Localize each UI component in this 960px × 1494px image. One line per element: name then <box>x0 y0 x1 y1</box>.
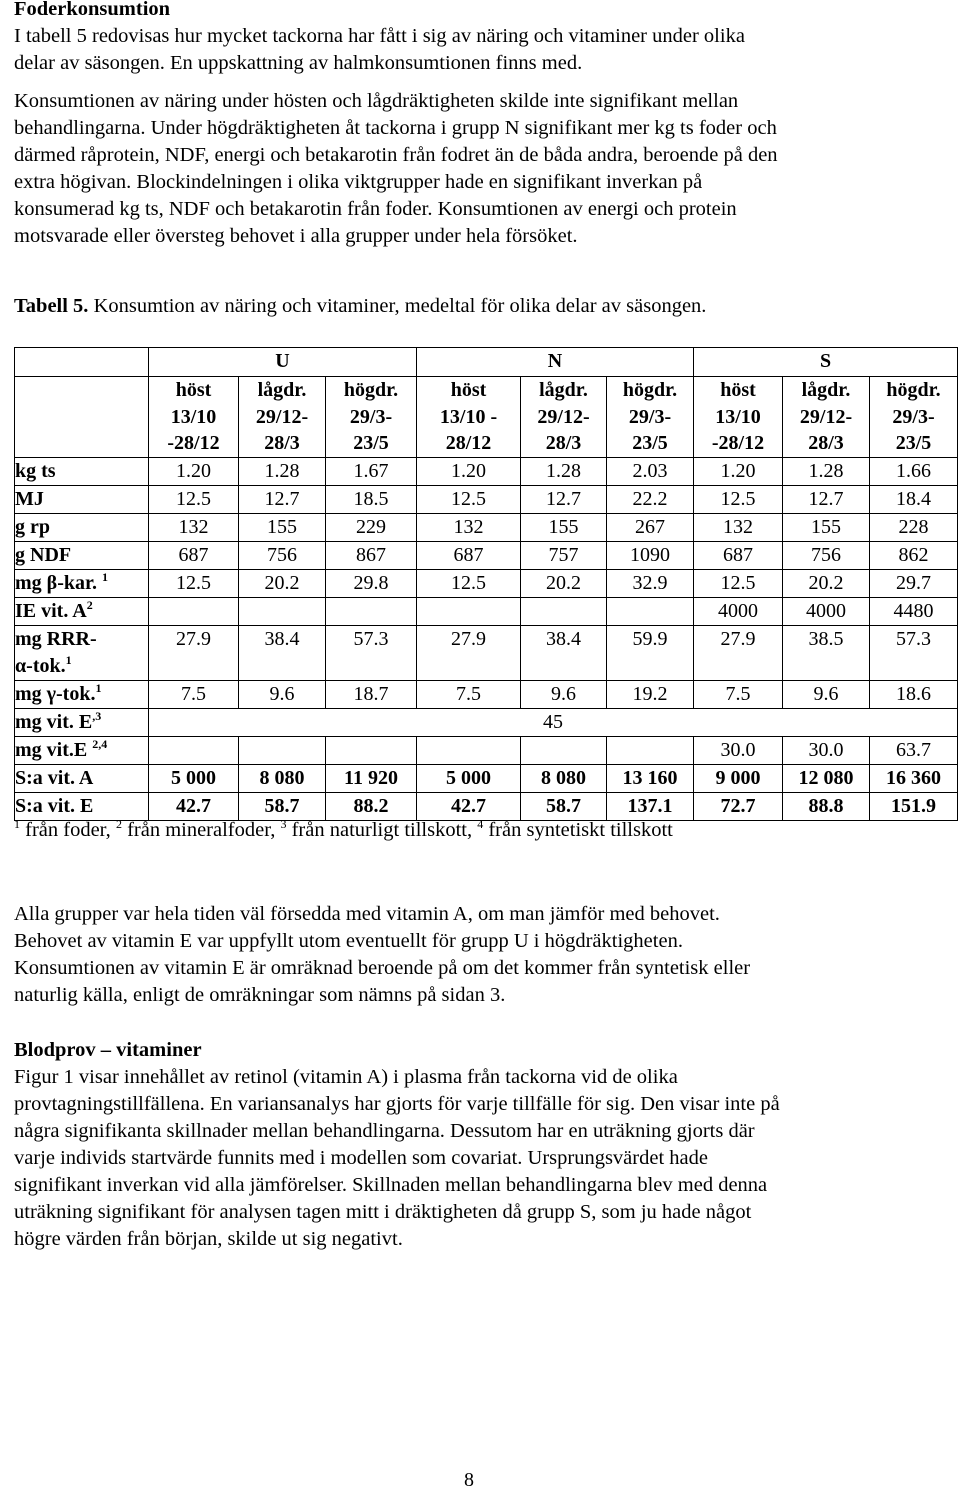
period-header-line: 29/3- <box>892 405 935 428</box>
paragraph-line: delar av säsongen. En uppskattning av halmkonsumtionen finns med. <box>14 52 583 74</box>
table-cell: 4000 <box>783 597 870 625</box>
period-header-cell <box>326 377 417 458</box>
row-label-text: g NDF <box>15 543 72 566</box>
period-header-line: 13/10 - <box>439 405 498 428</box>
table-row <box>15 708 958 736</box>
paragraph-line: Figur 1 visar innehållet av retinol (vitamin A) i plasma från tackorna vid de olika <box>14 1066 678 1088</box>
group-header-N: N <box>417 348 694 377</box>
table-row <box>15 569 958 597</box>
period-header-line: högdr. <box>622 379 678 401</box>
period-header-line: 29/3- <box>628 405 672 428</box>
footnote-text: från mineralfoder, <box>121 819 281 841</box>
table-cell: 1.28 <box>521 457 607 485</box>
row-label-text: MJ <box>15 487 44 510</box>
row-label <box>15 736 149 764</box>
table-cell: 63.7 <box>870 736 958 764</box>
row-label-text: IE vit. A <box>15 599 87 622</box>
table-cell: 18.6 <box>870 680 958 708</box>
table-cell: 7.5 <box>149 680 239 708</box>
table-cell <box>417 597 521 625</box>
row-label-superscript: 2 <box>86 597 93 612</box>
paragraph-line: högre värden från början, skilde ut sig negativt. <box>14 1228 403 1250</box>
table-cell: 58.7 <box>239 792 326 820</box>
paragraph-line: Konsumtionen av vitamin E är omräknad beroende på om det kommer från syntetisk eller <box>14 957 751 979</box>
paragraph-line: konsumerad kg ts, NDF och betakarotin från foder. Konsumtionen av energi och protein <box>14 198 737 220</box>
period-header-line: 28/3 <box>264 432 300 454</box>
section-blodprov <box>14 1037 944 1253</box>
table-cell <box>521 736 607 764</box>
row-label <box>15 541 149 569</box>
row-label-text: g rp <box>15 515 50 538</box>
row-label-text: kg ts <box>15 459 56 482</box>
paragraph-consumption <box>14 88 944 250</box>
table-cell: 57.3 <box>326 625 417 680</box>
table-cell: 38.5 <box>783 625 870 680</box>
table-cell: 27.9 <box>417 625 521 680</box>
table-cell: 756 <box>239 541 326 569</box>
table-cell: 687 <box>149 541 239 569</box>
period-header-line: 13/10 <box>715 405 761 428</box>
table-cell: 4480 <box>870 597 958 625</box>
table-cell: 7.5 <box>694 680 783 708</box>
table-cell: 155 <box>239 513 326 541</box>
table-body <box>15 348 958 821</box>
table-cell: 12 080 <box>783 764 870 792</box>
footnote-text: från syntetiskt tillskott <box>483 819 673 841</box>
table-cell: 12.7 <box>239 485 326 513</box>
paragraph-vitamins <box>14 901 944 1009</box>
table-cell: 29.7 <box>870 569 958 597</box>
table-cell: 22.2 <box>607 485 694 513</box>
table-cell <box>326 597 417 625</box>
table-group-header-row <box>15 348 958 377</box>
table-cell: 7.5 <box>417 680 521 708</box>
table-cell: 32.9 <box>607 569 694 597</box>
table-cell: 30.0 <box>783 736 870 764</box>
table-cell: 38.4 <box>521 625 607 680</box>
table-cell: 12.7 <box>521 485 607 513</box>
nutrition-table <box>14 347 958 821</box>
table-cell: 1.67 <box>326 457 417 485</box>
row-label-text: mg γ-tok. <box>15 682 96 705</box>
footnote-text: från naturligt tillskott, <box>286 819 478 841</box>
period-header-line: 29/12- <box>255 405 309 428</box>
table-cell: 12.5 <box>417 485 521 513</box>
subheader-corner-cell <box>15 377 149 458</box>
table-cell: 12.5 <box>149 485 239 513</box>
table-cell: 5 000 <box>417 764 521 792</box>
table-cell: 30.0 <box>694 736 783 764</box>
table-cell: 9 000 <box>694 764 783 792</box>
period-header-cell <box>239 377 326 458</box>
paragraph-line: därmed råprotein, NDF, energi och betakarotin från fodret än de båda andra, beroende på den <box>14 144 778 166</box>
row-label-superscript: 1 <box>65 652 72 667</box>
table-caption-text: Konsumtion av näring och vitaminer, medeltal för olika delar av säsongen. <box>88 295 707 317</box>
table-row <box>15 764 958 792</box>
table-cell: 228 <box>870 513 958 541</box>
table-cell: 9.6 <box>521 680 607 708</box>
period-header-cell <box>417 377 521 458</box>
period-header-line: lågdr. <box>257 379 307 401</box>
table-cell: 12.7 <box>783 485 870 513</box>
row-label-superscript: 2,4 <box>92 736 108 751</box>
table-cell: 1.20 <box>417 457 521 485</box>
table-cell: 59.9 <box>607 625 694 680</box>
table-cell <box>607 597 694 625</box>
row-label <box>15 513 149 541</box>
table-cell: 18.4 <box>870 485 958 513</box>
period-header-line: 28/3 <box>808 432 844 454</box>
table-cell: 20.2 <box>239 569 326 597</box>
table-cell: 2.03 <box>607 457 694 485</box>
period-header-line: 28/12 <box>445 432 492 454</box>
table-subheader-row <box>15 377 958 458</box>
merged-value-cell: 45 <box>149 708 958 736</box>
table-cell: 1.66 <box>870 457 958 485</box>
period-header-cell <box>870 377 958 458</box>
table-cell: 867 <box>326 541 417 569</box>
table-cell <box>239 736 326 764</box>
table-cell: 9.6 <box>239 680 326 708</box>
table-row <box>15 680 958 708</box>
paragraph-line: Behovet av vitamin E var uppfyllt utom eventuellt för grupp U i högdräktigheten. <box>14 930 683 952</box>
paragraph-line: naturlig källa, enligt de omräkningar som nämns på sidan 3. <box>14 984 506 1006</box>
period-header-line: 28/3 <box>545 432 582 454</box>
table-cell: 42.7 <box>149 792 239 820</box>
table-cell: 132 <box>694 513 783 541</box>
table-cell: 18.5 <box>326 485 417 513</box>
period-header-cell <box>607 377 694 458</box>
period-header-cell <box>694 377 783 458</box>
table-cell: 20.2 <box>521 569 607 597</box>
row-label <box>15 792 149 820</box>
table-cell: 8 080 <box>521 764 607 792</box>
paragraph-line: några signifikanta skillnader mellan behandlingarna. Dessutom har en uträkning gjorts där <box>14 1120 755 1142</box>
table-cell: 58.7 <box>521 792 607 820</box>
table-cell: 8 080 <box>239 764 326 792</box>
period-header-cell <box>783 377 870 458</box>
table-cell: 19.2 <box>607 680 694 708</box>
table-cell: 5 000 <box>149 764 239 792</box>
table-row <box>15 457 958 485</box>
row-label <box>15 680 149 708</box>
period-header-line: högdr. <box>343 379 399 401</box>
row-label-text: mg vit. E <box>15 710 93 733</box>
table-cell: 1.28 <box>783 457 870 485</box>
paragraph-line: behandlingarna. Under högdräktigheten åt tackorna i grupp N signifikant mer kg ts foder och <box>14 117 777 139</box>
table-cell: 12.5 <box>149 569 239 597</box>
period-header-line: -28/12 <box>711 432 765 454</box>
table-footnote <box>14 817 944 844</box>
table-cell: 155 <box>783 513 870 541</box>
table-cell: 12.5 <box>417 569 521 597</box>
table-cell: 137.1 <box>607 792 694 820</box>
table-row <box>15 541 958 569</box>
period-header-cell <box>521 377 607 458</box>
row-label <box>15 569 149 597</box>
table-cell: 151.9 <box>870 792 958 820</box>
group-header-S: S <box>694 348 958 377</box>
page-number: 8 <box>464 1469 474 1491</box>
table-cell: 88.8 <box>783 792 870 820</box>
table-cell: 11 920 <box>326 764 417 792</box>
footnote-marker: 2 <box>115 817 122 831</box>
period-header-line: lågdr. <box>801 379 851 401</box>
table-cell: 132 <box>417 513 521 541</box>
table-cell: 757 <box>521 541 607 569</box>
table-row <box>15 597 958 625</box>
paragraph-line: extra högivan. Blockindelningen i olika viktgrupper hade en signifikant inverkan på <box>14 171 703 193</box>
period-header-line: 13/10 <box>170 405 217 428</box>
period-header-line: 23/5 <box>895 432 932 454</box>
row-label-text: α-tok. <box>15 654 66 677</box>
row-label-text: S:a vit. E <box>15 794 94 817</box>
group-header-U: U <box>149 348 417 377</box>
table-cell: 267 <box>607 513 694 541</box>
period-header-line: 29/3- <box>349 405 393 428</box>
table-cell: 862 <box>870 541 958 569</box>
table-caption <box>14 293 944 320</box>
period-header-line: höst <box>450 379 487 401</box>
row-label-superscript: ,3 <box>92 708 102 723</box>
row-label-superscript: 1 <box>102 569 109 584</box>
table-cell: 1090 <box>607 541 694 569</box>
table-row <box>15 736 958 764</box>
table-cell: 1.20 <box>149 457 239 485</box>
table-row <box>15 792 958 820</box>
table-cell: 16 360 <box>870 764 958 792</box>
table-row <box>15 485 958 513</box>
period-header-line: höst <box>175 379 212 401</box>
section-foderkonsumtion <box>14 0 944 77</box>
row-label <box>15 457 149 485</box>
row-label-superscript: 1 <box>95 680 102 695</box>
period-header-line: 29/12- <box>537 405 590 428</box>
row-label-text: mg vit.E <box>15 738 93 761</box>
table-cell: 18.7 <box>326 680 417 708</box>
table-cell: 38.4 <box>239 625 326 680</box>
table-cell: 12.5 <box>694 485 783 513</box>
table-cell: 27.9 <box>149 625 239 680</box>
paragraph-line: signifikant inverkan vid alla jämförelser. Skillnaden mellan behandlingarna blev med denna <box>14 1174 768 1196</box>
table-row <box>15 513 958 541</box>
footnote-text: från foder, <box>20 819 116 841</box>
period-header-line: lågdr. <box>539 379 588 401</box>
paragraph-line: Alla grupper var hela tiden väl försedda med vitamin A, om man jämför med behovet. <box>14 903 720 925</box>
row-label-text: mg RRR- <box>15 627 97 650</box>
table-cell <box>607 736 694 764</box>
table-cell: 687 <box>694 541 783 569</box>
paragraph-line: varje individs startvärde funnits med i modellen som covariat. Ursprungsvärdet hade <box>14 1147 708 1169</box>
row-label <box>15 764 149 792</box>
table-cell <box>149 736 239 764</box>
row-label <box>15 708 149 736</box>
table-cell: 4000 <box>694 597 783 625</box>
table-cell: 1.28 <box>239 457 326 485</box>
paragraph-line: uträkning signifikant för analysen tagen mitt i dräktigheten då grupp S, som ju hade något <box>14 1201 752 1223</box>
table-cell <box>521 597 607 625</box>
paragraph-line: motsvarade eller översteg behovet i alla grupper under hela försöket. <box>14 225 578 247</box>
period-header-line: 29/12- <box>799 405 853 428</box>
row-label <box>15 485 149 513</box>
table-cell: 20.2 <box>783 569 870 597</box>
table-cell: 132 <box>149 513 239 541</box>
table-cell <box>417 736 521 764</box>
table-cell: 9.6 <box>783 680 870 708</box>
paragraph-line: provtagningstillfällena. En variansanalys har gjorts för varje tillfälle för sig. Den visar inte på <box>14 1093 780 1115</box>
table-cell: 57.3 <box>870 625 958 680</box>
period-header-cell <box>149 377 239 458</box>
section-heading: Foderkonsumtion <box>14 0 171 20</box>
table-cell: 29.8 <box>326 569 417 597</box>
table-cell: 1.20 <box>694 457 783 485</box>
row-label-text: S:a vit. A <box>15 766 94 789</box>
table-cell: 13 160 <box>607 764 694 792</box>
table-cell: 27.9 <box>694 625 783 680</box>
period-header-line: 23/5 <box>632 432 668 454</box>
table-cell: 42.7 <box>417 792 521 820</box>
table-row <box>15 625 958 680</box>
table-cell: 229 <box>326 513 417 541</box>
table-corner-cell <box>15 348 149 377</box>
period-header-line: högdr. <box>886 379 941 401</box>
table-cell: 72.7 <box>694 792 783 820</box>
row-label <box>15 597 149 625</box>
table-cell: 88.2 <box>326 792 417 820</box>
period-header-line: 23/5 <box>353 432 389 454</box>
paragraph-line: I tabell 5 redovisas hur mycket tackorna har fått i sig av näring och vitaminer under olika <box>14 25 745 47</box>
period-header-line: -28/12 <box>167 432 220 454</box>
table-cell: 756 <box>783 541 870 569</box>
table-caption-label: Tabell 5. <box>14 295 89 317</box>
footnote-marker: 4 <box>477 817 484 831</box>
table-cell <box>149 597 239 625</box>
section-heading: Blodprov – vitaminer <box>14 1039 202 1061</box>
row-label-text: mg β-kar. <box>15 571 103 594</box>
table-cell <box>326 736 417 764</box>
table-cell: 12.5 <box>694 569 783 597</box>
period-header-line: höst <box>720 379 756 401</box>
table-cell <box>239 597 326 625</box>
footnote-marker: 3 <box>280 817 287 831</box>
table-cell: 155 <box>521 513 607 541</box>
paragraph-line: Konsumtionen av näring under hösten och lågdräktigheten skilde inte signifikant mellan <box>14 90 739 112</box>
footnote-marker: 1 <box>14 817 20 831</box>
row-label <box>15 625 149 680</box>
table-cell: 687 <box>417 541 521 569</box>
